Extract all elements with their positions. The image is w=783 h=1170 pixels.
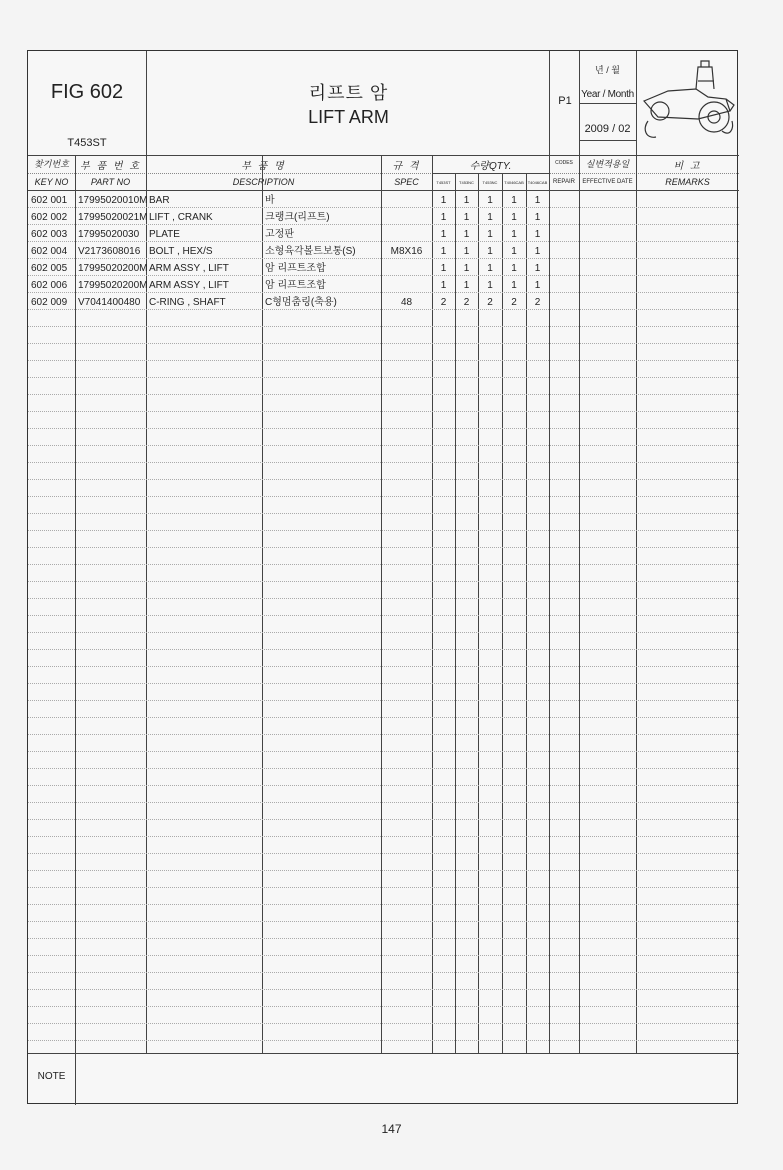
table-row bbox=[28, 260, 549, 277]
part-no: V7041400480 bbox=[78, 297, 141, 308]
col-description-en: DESCRIPTION bbox=[232, 177, 295, 187]
row-separator bbox=[28, 734, 739, 735]
description-ko: 암 리프트조합 bbox=[265, 280, 326, 291]
qty-5: 1 bbox=[534, 280, 541, 291]
row-separator bbox=[28, 785, 739, 786]
row-separator bbox=[28, 1006, 739, 1007]
table-row bbox=[28, 209, 549, 226]
model-name: T453ST bbox=[67, 137, 107, 149]
col-key-no-ko: 찾기번호 bbox=[34, 159, 69, 169]
qty-3: 1 bbox=[487, 263, 493, 274]
key-no: 602 004 bbox=[31, 246, 68, 257]
key-no: 602 009 bbox=[31, 297, 68, 308]
qty-1: 1 bbox=[440, 212, 447, 223]
year-month-english: Year / Month bbox=[581, 89, 634, 100]
row-separator bbox=[28, 326, 739, 327]
key-no: 602 005 bbox=[31, 263, 68, 274]
qty-3: 2 bbox=[487, 297, 493, 308]
qty-3: 1 bbox=[487, 229, 493, 240]
qty-1: 2 bbox=[440, 297, 447, 308]
col-remarks-en: REMARKS bbox=[665, 177, 710, 187]
row-separator bbox=[28, 496, 739, 497]
row-separator bbox=[28, 972, 739, 973]
qty-2: 1 bbox=[463, 212, 470, 223]
row-separator bbox=[28, 615, 739, 616]
description-ko: 바 bbox=[265, 195, 275, 206]
qty-2: 1 bbox=[463, 246, 470, 257]
row-separator bbox=[28, 445, 739, 446]
revision-date: 2009 / 02 bbox=[584, 123, 631, 135]
key-no: 602 002 bbox=[31, 212, 68, 223]
title-english: LIFT ARM bbox=[308, 107, 389, 127]
qty-5: 1 bbox=[534, 195, 541, 206]
row-separator bbox=[28, 819, 739, 820]
qty-model-4: T4046CAB bbox=[504, 180, 524, 185]
qty-model-2: T453NC bbox=[459, 180, 474, 185]
qty-4: 1 bbox=[511, 263, 517, 274]
row-separator bbox=[28, 598, 739, 599]
qty-1: 1 bbox=[440, 246, 447, 257]
col-spec-ko: 규 격 bbox=[392, 161, 421, 172]
qty-1: 1 bbox=[440, 280, 447, 291]
part-no: 17995020200M bbox=[78, 263, 148, 274]
part-no: 17995020010M bbox=[78, 195, 148, 206]
col-part-no-en: PART NO bbox=[90, 177, 131, 187]
title-korean: 리프트 암 bbox=[308, 83, 389, 103]
qty-3: 1 bbox=[487, 212, 493, 223]
row-separator bbox=[28, 904, 739, 905]
spec: 48 bbox=[400, 297, 413, 308]
key-no: 602 001 bbox=[31, 195, 68, 206]
qty-5: 1 bbox=[534, 246, 541, 257]
table-row bbox=[28, 192, 549, 209]
qty-5: 1 bbox=[534, 212, 541, 223]
qty-3: 1 bbox=[487, 280, 493, 291]
part-no: 17995020030 bbox=[78, 229, 140, 240]
col-qty: 수량QTY. bbox=[469, 161, 512, 172]
spec: M8X16 bbox=[390, 246, 423, 257]
qty-3: 1 bbox=[487, 195, 493, 206]
description-en: LIFT , CRANK bbox=[149, 212, 213, 223]
row-separator bbox=[28, 989, 739, 990]
row-separator bbox=[28, 802, 739, 803]
qty-2: 1 bbox=[463, 280, 470, 291]
qty-5: 2 bbox=[534, 297, 541, 308]
row-separator bbox=[28, 853, 739, 854]
parts-sheet bbox=[27, 50, 738, 1104]
row-separator bbox=[28, 683, 739, 684]
row-separator bbox=[28, 377, 739, 378]
qty-5: 1 bbox=[534, 229, 541, 240]
note-label: NOTE bbox=[37, 1071, 66, 1082]
row-separator bbox=[28, 870, 739, 871]
qty-2: 1 bbox=[463, 195, 470, 206]
row-separator bbox=[28, 666, 739, 667]
col-remarks-ko: 비 고 bbox=[673, 161, 702, 172]
description-ko: 고정판 bbox=[265, 229, 294, 240]
description-ko: 크랭크(리프트) bbox=[265, 212, 330, 223]
qty-4: 1 bbox=[511, 246, 517, 257]
row-separator bbox=[28, 700, 739, 701]
page-number: 147 bbox=[381, 1122, 402, 1136]
table-row bbox=[28, 226, 549, 243]
page-tag: P1 bbox=[558, 95, 572, 107]
description-en: C-RING , SHAFT bbox=[149, 297, 226, 308]
description-en: BAR bbox=[149, 195, 170, 206]
description-en: ARM ASSY , LIFT bbox=[149, 263, 229, 274]
qty-4: 1 bbox=[511, 195, 517, 206]
row-separator bbox=[28, 717, 739, 718]
col-codes: CODES bbox=[555, 160, 573, 166]
tractor-illustration bbox=[638, 59, 736, 145]
description-en: PLATE bbox=[149, 229, 180, 240]
row-separator bbox=[28, 394, 739, 395]
col-repair: REPAIR bbox=[553, 179, 575, 185]
row-separator bbox=[28, 632, 739, 633]
qty-1: 1 bbox=[440, 263, 447, 274]
qty-model-5: T4046CAB bbox=[527, 180, 548, 185]
col-effective-en: EFFECTIVE DATE bbox=[582, 179, 633, 185]
table-row bbox=[28, 294, 549, 311]
qty-2: 1 bbox=[463, 229, 470, 240]
row-separator bbox=[28, 343, 739, 344]
row-separator bbox=[28, 955, 739, 956]
row-separator bbox=[28, 564, 739, 565]
description-en: BOLT , HEX/S bbox=[149, 246, 213, 257]
table-row bbox=[28, 243, 549, 260]
qty-1: 1 bbox=[440, 195, 447, 206]
row-separator bbox=[28, 921, 739, 922]
row-separator bbox=[28, 581, 739, 582]
row-separator bbox=[28, 836, 739, 837]
table-row bbox=[28, 277, 549, 294]
row-separator bbox=[28, 513, 739, 514]
qty-1: 1 bbox=[440, 229, 447, 240]
row-separator bbox=[28, 1040, 739, 1041]
qty-model-1: T453ST bbox=[436, 180, 451, 185]
year-month-korean: 년 / 월 bbox=[595, 65, 620, 75]
description-ko: 소형육각볼트보통(S) bbox=[265, 246, 356, 257]
col-key-no-en: KEY NO bbox=[34, 177, 69, 187]
row-separator bbox=[28, 530, 739, 531]
qty-5: 1 bbox=[534, 263, 541, 274]
col-description-ko: 부 품 명 bbox=[241, 161, 286, 172]
row-separator bbox=[28, 768, 739, 769]
col-spec-en: SPEC bbox=[394, 177, 419, 187]
part-no: V2173608016 bbox=[78, 246, 141, 257]
qty-2: 2 bbox=[463, 297, 470, 308]
row-separator bbox=[28, 360, 739, 361]
key-no: 602 006 bbox=[31, 280, 68, 291]
row-separator bbox=[28, 887, 739, 888]
qty-4: 1 bbox=[511, 212, 517, 223]
description-en: ARM ASSY , LIFT bbox=[149, 280, 229, 291]
row-separator bbox=[28, 411, 739, 412]
part-no: 17995020200M bbox=[78, 280, 148, 291]
row-separator bbox=[28, 751, 739, 752]
qty-model-3: T453NC bbox=[482, 180, 498, 185]
row-separator bbox=[28, 479, 739, 480]
fig-number: FIG 602 bbox=[50, 81, 124, 103]
col-effective-ko: 실변적용일 bbox=[585, 159, 630, 169]
row-separator bbox=[28, 649, 739, 650]
row-separator bbox=[28, 547, 739, 548]
qty-3: 1 bbox=[487, 246, 493, 257]
row-separator bbox=[28, 1023, 739, 1024]
qty-2: 1 bbox=[463, 263, 470, 274]
description-ko: C형멈춤링(축용) bbox=[265, 297, 337, 308]
part-no: 17995020021M bbox=[78, 212, 148, 223]
description-ko: 암 리프트조합 bbox=[265, 263, 326, 274]
key-no: 602 003 bbox=[31, 229, 68, 240]
qty-4: 1 bbox=[511, 280, 517, 291]
col-part-no-ko: 부 품 번 호 bbox=[80, 161, 141, 172]
row-separator bbox=[28, 938, 739, 939]
qty-4: 1 bbox=[511, 229, 517, 240]
qty-4: 2 bbox=[511, 297, 517, 308]
row-separator bbox=[28, 462, 739, 463]
row-separator bbox=[28, 428, 739, 429]
